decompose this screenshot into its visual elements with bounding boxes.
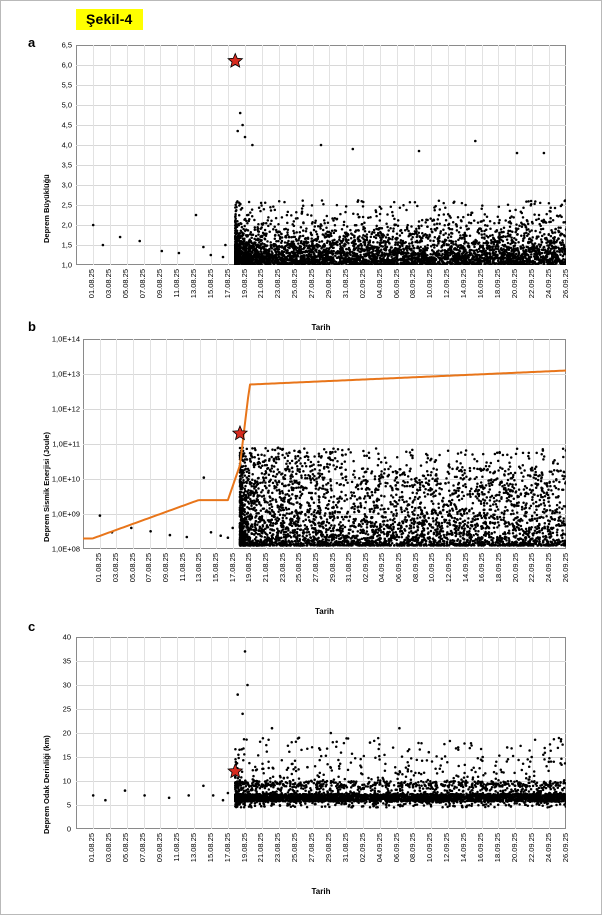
x-tick: 19.08.25 (239, 269, 249, 299)
x-tick: 02.09.25 (357, 269, 367, 299)
panel-c-yticks (49, 632, 71, 834)
y-tick: 4,0 (61, 140, 72, 150)
y-tick: 1,0E+11 (52, 439, 80, 449)
x-tick: 17.08.25 (227, 553, 237, 583)
x-tick: 02.09.25 (360, 553, 370, 583)
x-tick: 15.08.25 (205, 833, 215, 863)
x-tick: 01.08.25 (94, 553, 104, 583)
x-tick: 20.09.25 (509, 269, 519, 299)
x-tick: 23.08.25 (273, 269, 283, 299)
y-tick: 20 (62, 728, 71, 738)
x-tick: 11.08.25 (171, 833, 181, 862)
panel-b-letter: b (28, 319, 36, 334)
y-tick: 1,5 (61, 240, 72, 250)
x-tick: 06.09.25 (391, 833, 401, 863)
x-tick: 19.08.25 (244, 553, 254, 583)
panel-c (1, 615, 602, 910)
x-tick: 05.08.25 (121, 833, 131, 863)
x-tick: 16.09.25 (477, 553, 487, 583)
x-tick: 20.09.25 (510, 553, 520, 583)
x-tick: 11.08.25 (177, 553, 187, 582)
y-tick: 1,0E+12 (51, 404, 80, 414)
x-tick: 13.08.25 (194, 553, 204, 583)
x-tick: 09.08.25 (160, 553, 170, 583)
x-tick: 29.08.25 (327, 553, 337, 583)
panel-a-svg (76, 45, 566, 265)
x-tick: 26.09.25 (560, 269, 570, 299)
panel-b-plot (83, 339, 566, 549)
x-tick: 04.09.25 (374, 269, 384, 299)
panel-a-ylabel: Deprem Büyüklüğü (42, 174, 51, 243)
panel-c-plot (76, 637, 566, 829)
x-tick: 08.09.25 (408, 833, 418, 863)
x-tick: 31.08.25 (344, 553, 354, 583)
panel-c-ylabel: Deprem Odak Derinliği (km) (42, 735, 51, 834)
x-tick: 24.09.25 (543, 833, 553, 863)
x-tick: 20.09.25 (509, 833, 519, 863)
x-tick: 18.09.25 (492, 833, 502, 863)
y-tick: 6,5 (61, 40, 72, 50)
panel-c-svg (76, 637, 566, 829)
x-tick: 10.09.25 (425, 269, 435, 299)
y-tick: 2,0 (61, 220, 72, 230)
x-tick: 27.08.25 (310, 553, 320, 583)
x-tick: 10.09.25 (425, 833, 435, 863)
x-tick: 13.08.25 (188, 269, 198, 299)
y-tick: 0 (66, 824, 71, 834)
x-tick: 23.08.25 (273, 833, 283, 863)
y-tick: 5,5 (61, 80, 72, 90)
x-tick: 21.08.25 (256, 269, 266, 299)
x-tick: 19.08.25 (239, 833, 249, 863)
y-tick: 6,0 (61, 60, 72, 70)
panel-b-svg (83, 339, 566, 549)
x-tick: 11.08.25 (171, 269, 181, 298)
panel-a-yticks (46, 40, 72, 270)
x-tick: 05.08.25 (121, 269, 131, 299)
x-tick: 24.09.25 (544, 553, 554, 583)
x-tick: 12.09.25 (442, 269, 452, 299)
x-tick: 22.09.25 (526, 833, 536, 863)
x-tick: 08.09.25 (408, 269, 418, 299)
y-tick: 3,0 (61, 180, 72, 190)
y-tick: 25 (62, 704, 71, 714)
x-tick: 26.09.25 (560, 833, 570, 863)
y-tick: 1,0E+14 (51, 334, 80, 344)
x-tick: 23.08.25 (277, 553, 287, 583)
x-tick: 18.09.25 (492, 269, 502, 299)
panel-a-letter: a (28, 35, 36, 50)
y-tick: 5,0 (61, 100, 72, 110)
x-tick: 09.08.25 (155, 833, 165, 863)
figure-badge: Şekil-4 (76, 9, 143, 30)
x-tick: 29.08.25 (324, 833, 333, 863)
y-tick: 30 (62, 680, 71, 690)
panel-a-xticks (76, 269, 570, 317)
panel-c-letter: c (28, 619, 36, 634)
y-tick: 15 (62, 752, 71, 762)
x-tick: 25.08.25 (294, 553, 304, 583)
panel-b-yticks (46, 334, 80, 554)
x-tick: 06.09.25 (391, 269, 401, 299)
x-tick: 03.08.25 (110, 553, 120, 583)
panel-b-xticks (83, 553, 570, 601)
y-tick: 35 (62, 656, 71, 666)
x-tick: 07.08.25 (138, 833, 148, 863)
x-tick: 16.09.25 (476, 269, 486, 299)
y-tick: 1,0E+13 (51, 369, 80, 379)
x-tick: 01.08.25 (87, 833, 97, 863)
x-tick: 25.08.25 (290, 269, 300, 299)
x-tick: 02.09.25 (357, 833, 367, 863)
x-tick: 13.08.25 (188, 833, 198, 863)
x-tick: 03.08.25 (104, 833, 114, 863)
y-tick: 1,0 (61, 260, 72, 270)
x-tick: 05.08.25 (127, 553, 137, 583)
x-tick: 21.08.25 (260, 553, 270, 583)
panel-c-xticks (76, 833, 570, 881)
x-tick: 31.08.25 (340, 269, 350, 299)
y-tick: 1,0E+09 (51, 509, 80, 519)
x-tick: 17.08.25 (222, 833, 232, 863)
panel-a-plot (76, 45, 566, 265)
x-tick: 12.09.25 (444, 553, 454, 583)
x-tick: 15.08.25 (205, 269, 215, 299)
x-tick: 22.09.25 (526, 269, 536, 299)
x-tick: 04.09.25 (377, 553, 387, 583)
x-tick: 14.09.25 (460, 553, 470, 583)
x-tick: 22.09.25 (527, 553, 537, 583)
x-tick: 09.08.25 (155, 269, 165, 299)
x-tick: 18.09.25 (494, 553, 504, 583)
y-tick: 40 (62, 632, 71, 642)
x-tick: 03.08.25 (104, 269, 114, 299)
x-tick: 14.09.25 (459, 269, 469, 299)
x-tick: 14.09.25 (459, 833, 469, 863)
x-tick: 24.09.25 (543, 269, 553, 299)
x-tick: 04.09.25 (374, 833, 384, 863)
x-tick: 08.09.25 (410, 553, 420, 583)
x-tick: 27.08.25 (307, 833, 317, 863)
y-tick: 4,5 (61, 120, 72, 130)
panel-b (1, 317, 602, 616)
y-tick: 2,5 (61, 200, 72, 210)
panel-b-ylabel: Deprem Sismik Enerjisi (Joule) (42, 431, 51, 542)
x-tick: 07.08.25 (144, 553, 154, 583)
x-tick: 12.09.25 (442, 833, 452, 863)
y-tick: 5 (66, 800, 71, 810)
x-tick: 10.09.25 (427, 553, 437, 583)
panel-b-xlabel: Tarih (315, 607, 334, 616)
x-tick: 21.08.25 (256, 833, 266, 863)
x-tick: 27.08.25 (307, 269, 317, 299)
panel-a (1, 31, 602, 332)
x-tick: 31.08.25 (340, 833, 350, 863)
y-tick: 3,5 (61, 160, 72, 170)
x-tick: 29.08.25 (324, 269, 333, 299)
x-tick: 07.08.25 (138, 269, 148, 299)
x-tick: 16.09.25 (476, 833, 486, 863)
x-tick: 15.08.25 (210, 553, 220, 583)
x-tick: 26.09.25 (560, 553, 570, 583)
y-tick: 10 (62, 776, 71, 786)
x-tick: 17.08.25 (222, 269, 232, 299)
x-tick: 25.08.25 (290, 833, 300, 863)
x-tick: 01.08.25 (87, 269, 97, 299)
y-tick: 1,0E+08 (51, 544, 80, 554)
panel-c-xlabel: Tarih (311, 887, 331, 896)
x-tick: 06.09.25 (394, 553, 404, 583)
y-tick: 1,0E+10 (51, 474, 80, 484)
panel-a-xlabel: Tarih (311, 323, 331, 332)
